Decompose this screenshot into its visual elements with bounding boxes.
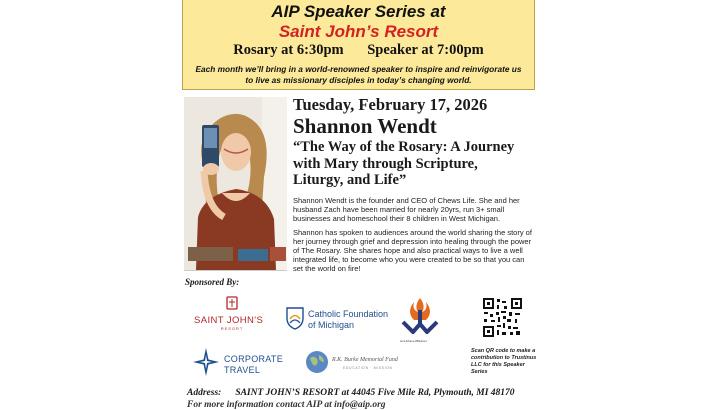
flame-cross-icon xyxy=(400,296,440,334)
venue-title: Saint John’s Resort xyxy=(278,22,439,41)
bio-paragraph-1: Shannon Wendt is the founder and CEO of Chews Life. She and her husband Zach have been married for nearly 20yrs, run 3+ small businesses and homeschool their 8 children in West Michigan. xyxy=(293,196,520,224)
asd-caption: AveSharedBasket xyxy=(400,339,427,343)
saint-johns-logo xyxy=(194,296,270,332)
speaker-name: Shannon Wendt xyxy=(293,114,437,138)
speaker-bio xyxy=(293,196,533,278)
catholic-foundation-line-2: of Michigan xyxy=(308,320,355,330)
bio-paragraph-2: Shannon has spoken to audiences around the world sharing the story of her journey through grief and depression into healing through the power of The Rosary. She shares hope and also practical ways to live a well integrated life, to become who you were created to be so that you can set the world on fire! xyxy=(293,227,532,274)
rk-burke-logo xyxy=(305,350,400,376)
event-address xyxy=(187,388,515,398)
globe-icon xyxy=(305,350,329,374)
speaker-photo xyxy=(184,97,287,271)
compass-star-icon xyxy=(193,348,219,376)
address-label: Address: xyxy=(187,388,222,398)
corporate-travel-line-1: CORPORATE xyxy=(224,354,284,364)
rk-burke-sub: EDUCATION · MISSION xyxy=(343,366,393,370)
qr-code[interactable] xyxy=(482,297,523,338)
corporate-travel-logo xyxy=(193,348,293,378)
asd-logo xyxy=(400,296,440,343)
header-banner xyxy=(182,0,535,90)
address-text: SAINT JOHN’S RESORT at 44045 Five Mile Rd, Plymouth, MI 48170 xyxy=(235,388,515,398)
shield-icon xyxy=(286,306,304,330)
qr-code-icon xyxy=(482,297,523,338)
more-info-line: For more information contact AIP at info@aip.org xyxy=(187,400,386,410)
catholic-foundation-logo xyxy=(286,306,396,334)
saint-johns-name: SAINT JOHN'S xyxy=(194,315,264,326)
catholic-foundation-line-1: Catholic Foundation xyxy=(308,309,389,319)
speaker-time: Speaker at 7:00pm xyxy=(367,42,484,58)
corporate-travel-line-2: TRAVEL xyxy=(224,365,261,375)
event-date: Tuesday, February 17, 2026 xyxy=(293,95,488,114)
event-times xyxy=(183,42,534,59)
rk-burke-name: R.K. Burke Memorial Fund xyxy=(332,357,398,363)
series-description: Each month we’ll bring in a world-renowned speaker to inspire and reinvigorate us to live as missionary disciples in today’s changing world. xyxy=(195,64,522,85)
qr-instructions: Scan QR code to make a contribution to Trustinus LLC for this Speaker Series xyxy=(471,348,537,375)
speaker-portrait-illustration xyxy=(184,97,287,270)
saint-johns-crest-icon xyxy=(194,296,270,310)
saint-johns-sub: RESORT xyxy=(220,326,244,331)
talk-title: “The Way of the Rosary: A Journey with Mary through Scripture, Liturgy, and Life” xyxy=(293,139,515,188)
series-title: AIP Speaker Series at xyxy=(271,2,446,21)
sponsors-label: Sponsored By: xyxy=(185,277,240,287)
rosary-time: Rosary at 6:30pm xyxy=(233,42,344,58)
